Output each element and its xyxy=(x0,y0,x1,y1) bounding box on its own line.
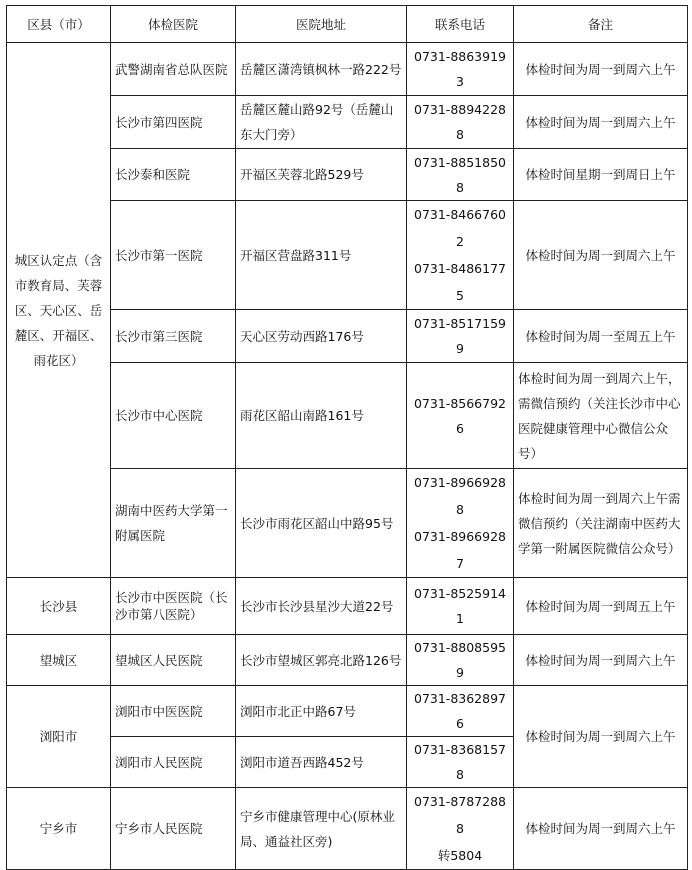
header-note: 备注 xyxy=(514,6,688,43)
hospital-cell: 湖南中医药大学第一附属医院 xyxy=(111,469,236,578)
phone-cell: 0731-88085959 xyxy=(407,635,514,686)
address-cell: 开福区芙蓉北路529号 xyxy=(236,149,407,201)
address-cell: 浏阳市北正中路67号 xyxy=(236,686,407,737)
phone-cell: 0731-83628976 xyxy=(407,686,514,737)
district-cell: 浏阳市 xyxy=(7,686,111,788)
table-row xyxy=(7,578,688,635)
district-cell: 城区认定点（含市教育局、芙蓉区、天心区、岳麓区、开福区、雨花区） xyxy=(7,43,111,578)
phone-cell: 0731-87872888 转5804 xyxy=(407,788,514,870)
phone-cell: 0731-88518508 xyxy=(407,149,514,201)
table-row xyxy=(7,43,688,96)
note-cell: 体检时间为周一到周六上午 xyxy=(514,686,688,788)
district-cell: 长沙县 xyxy=(7,578,111,635)
note-cell: 体检时间为周一到周五上午 xyxy=(514,578,688,635)
address-cell: 雨花区韶山南路161号 xyxy=(236,363,407,469)
address-cell: 长沙市望城区郭亮北路126号 xyxy=(236,635,407,686)
note-cell: 体检时间为周一到周六上午 xyxy=(514,43,688,96)
address-cell: 宁乡市健康管理中心(原林业局、通益社区旁) xyxy=(236,788,407,870)
phone-cell: 0731-88639193 xyxy=(407,43,514,96)
hospital-cell: 望城区人民医院 xyxy=(111,635,236,686)
header-row xyxy=(7,6,688,43)
address-cell: 岳麓区潇湾镇枫林一路222号 xyxy=(236,43,407,96)
note-cell: 体检时间为周一至周五上午 xyxy=(514,310,688,363)
address-cell: 长沙市雨花区韶山中路95号 xyxy=(236,469,407,578)
header-district: 区县（市） xyxy=(7,6,111,43)
note-cell: 体检时间为周一到周六上午 xyxy=(514,201,688,310)
address-cell: 长沙市长沙县星沙大道22号 xyxy=(236,578,407,635)
hospital-cell: 长沙市第一医院 xyxy=(111,201,236,310)
phone-cell: 0731-84667602 0731-84861775 xyxy=(407,201,514,310)
address-cell: 浏阳市道吾西路452号 xyxy=(236,737,407,788)
note-cell: 体检时间为周一到周六上午，需微信预约（关注长沙市中心医院健康管理中心微信公众号） xyxy=(514,363,688,469)
address-cell: 天心区劳动西路176号 xyxy=(236,310,407,363)
header-hospital: 体检医院 xyxy=(111,6,236,43)
phone-cell: 0731-85259141 xyxy=(407,578,514,635)
address-cell: 开福区营盘路311号 xyxy=(236,201,407,310)
phone-cell: 0731-83681578 xyxy=(407,737,514,788)
note-cell: 体检时间为周一到周六上午 xyxy=(514,635,688,686)
hospital-cell: 长沙市第四医院 xyxy=(111,96,236,149)
table-row xyxy=(7,635,688,686)
note-cell: 体检时间为周一到周六上午 xyxy=(514,96,688,149)
note-cell: 体检时间为周一到周六上午 xyxy=(514,788,688,870)
hospital-table xyxy=(6,5,688,870)
note-cell: 体检时间星期一到周日上午 xyxy=(514,149,688,201)
hospital-cell: 宁乡市人民医院 xyxy=(111,788,236,870)
phone-cell: 0731-88942288 xyxy=(407,96,514,149)
hospital-cell: 长沙市中医医院（长沙市第八医院） xyxy=(111,578,236,635)
phone-cell: 0731-85667926 xyxy=(407,363,514,469)
table-row xyxy=(7,686,688,737)
note-cell: 体检时间为周一到周六上午需微信预约（关注湖南中医药大学第一附属医院微信公众号） xyxy=(514,469,688,578)
hospital-cell: 长沙市第三医院 xyxy=(111,310,236,363)
hospital-cell: 长沙市中心医院 xyxy=(111,363,236,469)
hospital-cell: 武警湖南省总队医院 xyxy=(111,43,236,96)
address-cell: 岳麓区麓山路92号（岳麓山东大门旁） xyxy=(236,96,407,149)
hospital-cell: 长沙泰和医院 xyxy=(111,149,236,201)
phone-cell: 0731-85171599 xyxy=(407,310,514,363)
hospital-cell: 浏阳市中医医院 xyxy=(111,686,236,737)
phone-cell: 0731-89669288 0731-89669287 xyxy=(407,469,514,578)
district-cell: 望城区 xyxy=(7,635,111,686)
header-phone: 联系电话 xyxy=(407,6,514,43)
table-row xyxy=(7,788,688,870)
district-cell: 宁乡市 xyxy=(7,788,111,870)
header-address: 医院地址 xyxy=(236,6,407,43)
hospital-cell: 浏阳市人民医院 xyxy=(111,737,236,788)
